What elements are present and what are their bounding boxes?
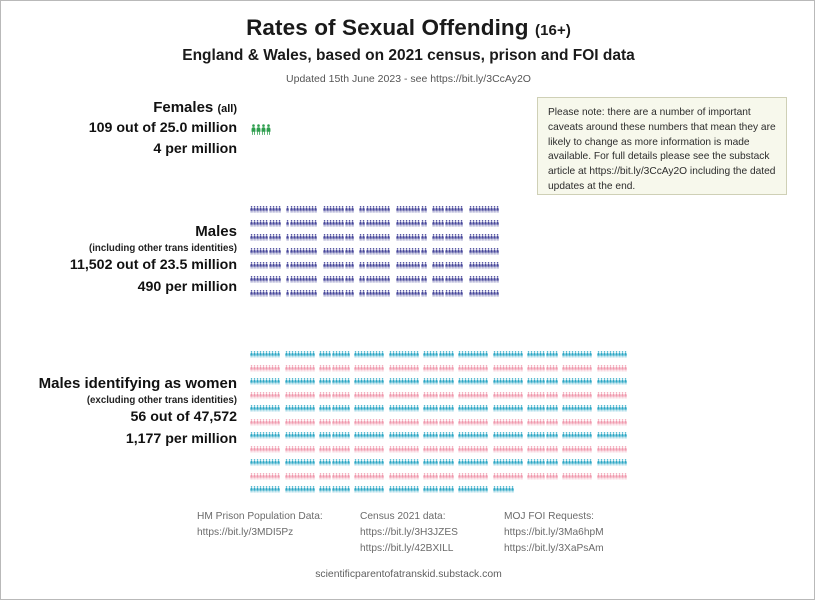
page-title	[1, 15, 815, 41]
person-icon	[624, 417, 627, 428]
person-icon	[555, 430, 558, 441]
person-icon	[347, 457, 350, 468]
person-icon	[314, 232, 317, 243]
updated-note: Updated 15th June 2023 - see https://bit.ly/3CcAy2O	[286, 73, 531, 85]
person-icon	[351, 274, 354, 285]
person-icon	[381, 484, 384, 495]
person-icon	[555, 376, 558, 387]
person-icon	[314, 204, 317, 215]
person-icon	[277, 390, 280, 401]
males-count: 11,502 out of 23.5 million	[69, 257, 237, 274]
person-icon	[496, 260, 499, 271]
person-icon	[589, 444, 592, 455]
person-icon	[451, 390, 454, 401]
person-icon	[351, 218, 354, 229]
person-icon	[347, 471, 350, 482]
pictogram-females	[251, 123, 271, 136]
person-icon	[460, 204, 463, 215]
pictogram-row	[250, 484, 631, 495]
person-icon	[351, 260, 354, 271]
person-icon	[485, 444, 488, 455]
group-label-miaw	[1, 375, 237, 450]
person-icon	[351, 232, 354, 243]
males-rate: 490 per million	[137, 278, 237, 295]
pictogram-row	[250, 246, 505, 257]
pictogram-row	[250, 363, 631, 374]
person-icon	[460, 288, 463, 299]
person-icon	[314, 274, 317, 285]
source-census	[360, 509, 505, 556]
title-block	[1, 15, 815, 85]
person-icon	[381, 417, 384, 428]
person-icon	[496, 232, 499, 243]
person-icon	[381, 430, 384, 441]
person-icon	[485, 363, 488, 374]
person-icon	[555, 471, 558, 482]
males-subheading: (including other trans identities)	[88, 242, 237, 254]
person-icon	[416, 457, 419, 468]
person-icon	[387, 204, 390, 215]
person-icon	[496, 218, 499, 229]
person-icon	[589, 471, 592, 482]
person-icon	[381, 444, 384, 455]
person-icon	[277, 376, 280, 387]
person-icon	[277, 430, 280, 441]
person-icon	[589, 376, 592, 387]
person-icon	[347, 484, 350, 495]
person-icon	[485, 430, 488, 441]
pictogram-row	[250, 390, 631, 401]
pictogram-row	[251, 123, 271, 136]
person-icon	[277, 471, 280, 482]
person-icon	[451, 349, 454, 360]
person-icon	[485, 403, 488, 414]
person-icon	[511, 484, 514, 495]
person-icon	[277, 444, 280, 455]
person-icon	[555, 417, 558, 428]
person-icon	[351, 204, 354, 215]
person-icon	[589, 457, 592, 468]
person-icon	[624, 471, 627, 482]
person-icon	[381, 471, 384, 482]
person-icon	[347, 403, 350, 414]
source-moj-link-0[interactable]: https://bit.ly/3Ma6hpM	[504, 526, 604, 538]
pictogram-row	[250, 260, 505, 271]
pictogram-row	[250, 417, 631, 428]
person-icon	[555, 457, 558, 468]
source-census-link-0[interactable]: https://bit.ly/3H3JZES	[360, 526, 458, 538]
page-title-text: Rates of Sexual Offending	[246, 15, 529, 40]
person-icon	[381, 349, 384, 360]
person-icon	[351, 288, 354, 299]
person-icon	[266, 123, 271, 136]
females-rate: 4 per million	[153, 141, 237, 158]
person-icon	[624, 430, 627, 441]
person-icon	[460, 260, 463, 271]
pictogram-row	[250, 444, 631, 455]
person-icon	[278, 274, 281, 285]
source-moj-heading: MOJ FOI Requests:	[504, 511, 595, 522]
person-icon	[624, 376, 627, 387]
person-icon	[277, 363, 280, 374]
person-icon	[520, 403, 523, 414]
person-icon	[496, 288, 499, 299]
person-icon	[314, 218, 317, 229]
person-icon	[520, 430, 523, 441]
pictogram-row	[250, 471, 631, 482]
person-icon	[624, 457, 627, 468]
source-census-link-1[interactable]: https://bit.ly/42BXILL	[360, 542, 454, 554]
person-icon	[496, 246, 499, 257]
group-label-females	[1, 99, 237, 160]
person-icon	[312, 457, 315, 468]
person-icon	[416, 349, 419, 360]
person-icon	[520, 390, 523, 401]
person-icon	[485, 471, 488, 482]
miaw-count: 56 out of 47,572	[130, 409, 237, 426]
person-icon	[589, 349, 592, 360]
person-icon	[347, 363, 350, 374]
person-icon	[312, 403, 315, 414]
females-heading-text: Females	[153, 99, 214, 116]
person-icon	[314, 260, 317, 271]
pictogram-row	[250, 288, 505, 299]
person-icon	[460, 232, 463, 243]
pictogram-row	[250, 376, 631, 387]
person-icon	[520, 444, 523, 455]
person-icon	[416, 403, 419, 414]
person-icon	[485, 376, 488, 387]
person-icon	[624, 363, 627, 374]
person-icon	[555, 403, 558, 414]
person-icon	[347, 444, 350, 455]
person-icon	[312, 471, 315, 482]
person-icon	[589, 430, 592, 441]
person-icon	[381, 363, 384, 374]
person-icon	[277, 484, 280, 495]
person-icon	[451, 403, 454, 414]
source-hm-prison	[197, 509, 347, 541]
person-icon	[589, 363, 592, 374]
pictogram-row	[250, 349, 631, 360]
pictogram-row	[250, 232, 505, 243]
females-count: 109 out of 25.0 million	[88, 119, 237, 136]
person-icon	[347, 376, 350, 387]
footer-credit: scientificparentofatranskid.substack.com	[315, 569, 502, 580]
person-icon	[312, 349, 315, 360]
person-icon	[312, 444, 315, 455]
miaw-subheading: (excluding other trans identities)	[86, 394, 237, 406]
person-icon	[416, 417, 419, 428]
person-icon	[485, 457, 488, 468]
person-icon	[520, 349, 523, 360]
person-icon	[416, 430, 419, 441]
person-icon	[387, 260, 390, 271]
person-icon	[278, 246, 281, 257]
person-icon	[314, 288, 317, 299]
person-icon	[451, 471, 454, 482]
person-icon	[424, 204, 427, 215]
person-icon	[451, 444, 454, 455]
pictogram-row	[250, 457, 631, 468]
person-icon	[314, 246, 317, 257]
person-icon	[278, 218, 281, 229]
person-icon	[589, 417, 592, 428]
person-icon	[312, 363, 315, 374]
person-icon	[278, 232, 281, 243]
person-icon	[485, 349, 488, 360]
page-title-suffix: (16+)	[534, 22, 571, 39]
person-icon	[520, 363, 523, 374]
person-icon	[347, 390, 350, 401]
person-icon	[312, 390, 315, 401]
person-icon	[278, 288, 281, 299]
miaw-heading: Males identifying as women	[38, 375, 237, 392]
person-icon	[424, 288, 427, 299]
person-icon	[451, 484, 454, 495]
source-hm-prison-heading: HM Prison Population Data:	[197, 511, 323, 522]
person-icon	[520, 376, 523, 387]
person-icon	[496, 204, 499, 215]
person-icon	[589, 403, 592, 414]
person-icon	[496, 274, 499, 285]
person-icon	[424, 232, 427, 243]
person-icon	[424, 218, 427, 229]
person-icon	[347, 349, 350, 360]
person-icon	[555, 349, 558, 360]
source-census-heading: Census 2021 data:	[360, 511, 446, 522]
females-heading	[1, 99, 237, 118]
person-icon	[312, 417, 315, 428]
person-icon	[387, 218, 390, 229]
person-icon	[416, 390, 419, 401]
person-icon	[624, 444, 627, 455]
person-icon	[451, 417, 454, 428]
person-icon	[416, 363, 419, 374]
person-icon	[520, 457, 523, 468]
person-icon	[312, 376, 315, 387]
miaw-rate: 1,177 per million	[125, 430, 237, 447]
pictogram-row	[250, 430, 631, 441]
person-icon	[416, 484, 419, 495]
person-icon	[424, 274, 427, 285]
person-icon	[451, 376, 454, 387]
person-icon	[589, 390, 592, 401]
females-heading-paren: (all)	[217, 103, 237, 115]
person-icon	[460, 246, 463, 257]
person-icon	[485, 484, 488, 495]
pictogram-row	[250, 403, 631, 414]
person-icon	[381, 403, 384, 414]
source-moj-link-1[interactable]: https://bit.ly/3XaPsAm	[504, 542, 604, 554]
person-icon	[624, 349, 627, 360]
person-icon	[555, 363, 558, 374]
person-icon	[347, 417, 350, 428]
person-icon	[277, 457, 280, 468]
pictogram-males	[250, 204, 505, 299]
source-hm-prison-link-0[interactable]: https://bit.ly/3MDI5Pz	[197, 526, 294, 538]
person-icon	[451, 430, 454, 441]
person-icon	[277, 403, 280, 414]
person-icon	[460, 218, 463, 229]
person-icon	[278, 260, 281, 271]
person-icon	[424, 246, 427, 257]
person-icon	[416, 471, 419, 482]
person-icon	[451, 363, 454, 374]
person-icon	[624, 403, 627, 414]
group-label-males	[1, 223, 237, 298]
person-icon	[460, 274, 463, 285]
person-icon	[312, 430, 315, 441]
caveat-note-box: Please note: there are a number of important caveats around these numbers that mean they are likely to change as more information is made available. For full details please see the substack article at https://bit.ly/3CcAy2O including the dated updates at the end.	[537, 97, 787, 195]
person-icon	[381, 457, 384, 468]
person-icon	[387, 232, 390, 243]
pictogram-row	[250, 204, 505, 215]
person-icon	[416, 444, 419, 455]
person-icon	[387, 288, 390, 299]
person-icon	[520, 417, 523, 428]
person-icon	[277, 417, 280, 428]
person-icon	[381, 390, 384, 401]
person-icon	[520, 471, 523, 482]
pictogram-row	[250, 218, 505, 229]
person-icon	[624, 390, 627, 401]
person-icon	[278, 204, 281, 215]
person-icon	[555, 444, 558, 455]
males-heading: Males	[195, 223, 237, 240]
person-icon	[387, 274, 390, 285]
person-icon	[387, 246, 390, 257]
person-icon	[347, 430, 350, 441]
person-icon	[381, 376, 384, 387]
person-icon	[416, 376, 419, 387]
person-icon	[351, 246, 354, 257]
pictogram-miaw	[250, 349, 631, 495]
person-icon	[277, 349, 280, 360]
source-moj	[504, 509, 654, 556]
person-icon	[451, 457, 454, 468]
person-icon	[485, 390, 488, 401]
pictogram-row	[250, 274, 505, 285]
page-subtitle: England & Wales, based on 2021 census, prison and FOI data	[182, 47, 635, 64]
person-icon	[555, 390, 558, 401]
person-icon	[424, 260, 427, 271]
person-icon	[312, 484, 315, 495]
person-icon	[485, 417, 488, 428]
